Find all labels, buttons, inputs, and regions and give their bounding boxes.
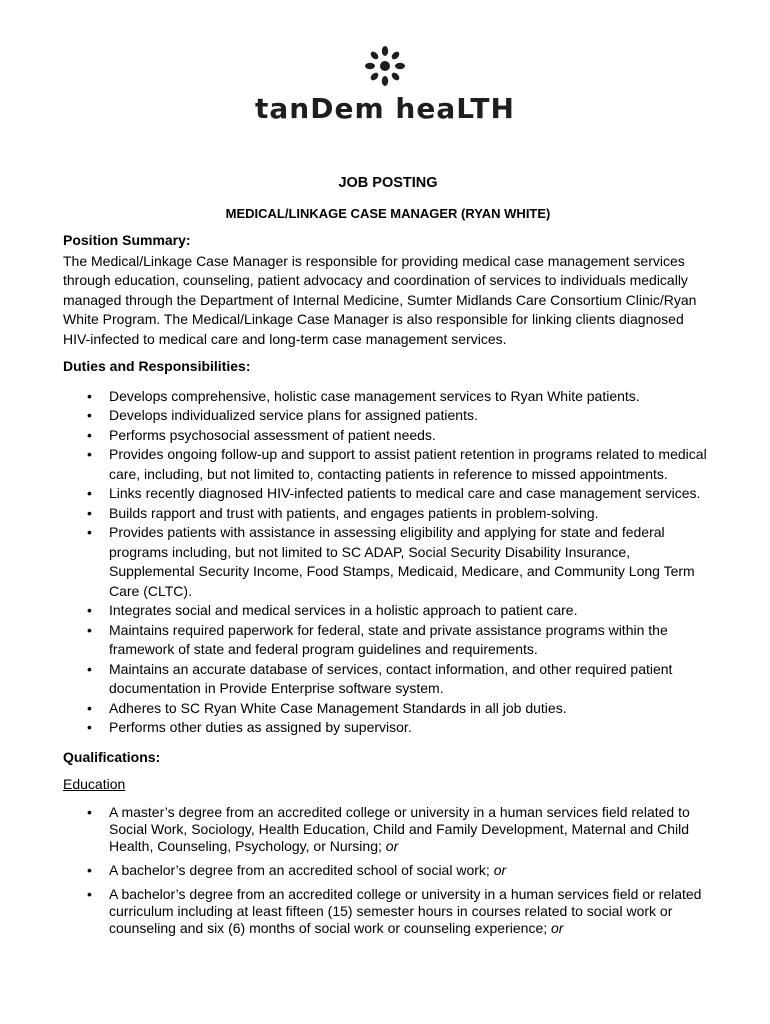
bullet-icon: •	[87, 885, 92, 902]
job-title: MEDICAL/LINKAGE CASE MANAGER (RYAN WHITE)	[225, 205, 551, 221]
list-item: • Develops comprehensive, holistic case management services to Ryan White patients.	[63, 387, 713, 407]
posting-heading: JOB POSTING	[338, 175, 438, 191]
bullet-icon: •	[87, 803, 92, 820]
list-item: • Performs psychosocial assessment of patient needs.	[63, 426, 713, 446]
list-item: • Develops individualized service plans for assigned patients.	[63, 406, 713, 426]
bullet-icon: •	[87, 426, 92, 443]
list-item: • Provides patients with assistance in assessing eligibility and applying for state and federal programs including, but not limited to SC ADAP, Social Security Disability Insurance, Supplemental Security Income, Food Stamps, Medicaid, Medicare, and Community Long Term Care (CLTC).	[87, 524, 695, 599]
bullet-icon: •	[87, 407, 92, 423]
bullet-icon: •	[87, 719, 92, 735]
bullet-icon: •	[87, 387, 92, 404]
bullet-icon: •	[87, 660, 92, 677]
list-item: • Adheres to SC Ryan White Case Management Standards in all job duties.	[63, 699, 713, 719]
bullet-icon: •	[87, 485, 92, 501]
duties-list	[63, 387, 713, 738]
list-item: • Builds rapport and trust with patients, and engages patients in problem-solving.	[63, 504, 713, 524]
list-item: • Links recently diagnosed HIV-infected patients to medical care and case management services.	[63, 484, 713, 504]
education-label: Education	[63, 776, 126, 792]
summary-heading: Position Summary:	[63, 232, 191, 248]
bullet-icon: •	[87, 524, 92, 540]
education-list	[63, 804, 713, 937]
list-item: • Maintains required paperwork for federal, state and private assistance programs within the framework of state and federal program guidelines and requirements.	[87, 621, 668, 657]
tandem-health-logo	[0, 44, 770, 125]
list-item: • A master’s degree from an accredited college or university in a human services field related to Social Work, Sociology, Health Education, Child and Family Development, Maternal and Child Health, Counseling, Psychology, or Nursing; or	[87, 803, 690, 854]
bullet-icon: •	[87, 699, 92, 716]
bullet-icon: •	[87, 504, 92, 521]
flower-petals-icon	[363, 44, 407, 88]
list-item: • Performs other duties as assigned by supervisor.	[63, 718, 713, 738]
bullet-icon: •	[87, 446, 92, 462]
bullet-icon: •	[87, 861, 92, 878]
list-item: • A bachelor’s degree from an accredited college or university in a human services field or related curriculum including at least fifteen (15) semester hours in courses related to social work or counseling and six (6) months of social work or counseling experience; or	[87, 885, 702, 936]
bullet-icon: •	[87, 602, 92, 618]
list-item: • Provides ongoing follow-up and support to assist patient retention in programs related to medical care, including, but not limited to, contacting patients in reference to missed appointments.	[87, 446, 707, 482]
logo-wordmark: tanDem heaLTH	[255, 92, 515, 125]
duties-heading: Duties and Responsibilities:	[63, 358, 251, 374]
qualifications-heading: Qualifications:	[63, 748, 161, 765]
job-posting-document	[63, 174, 713, 945]
list-item: • Maintains an accurate database of services, contact information, and other required patient documentation in Provide Enterprise software system.	[87, 660, 673, 696]
bullet-icon: •	[87, 621, 92, 638]
list-item: • Integrates social and medical services in a holistic approach to patient care.	[63, 601, 713, 621]
summary-text: The Medical/Linkage Case Manager is responsible for providing medical case management services through education, counseling, patient advocacy and coordination of services to individuals medically managed through the Department of Internal Medicine, Sumter Midlands Care Consortium Clinic/Ryan White Program. The Medical/Linkage Case Manager is also responsible for linking clients diagnosed HIV-infected to medical care and long-term case management services.	[63, 252, 697, 347]
list-item: • A bachelor’s degree from an accredited school of social work; or	[87, 861, 507, 878]
